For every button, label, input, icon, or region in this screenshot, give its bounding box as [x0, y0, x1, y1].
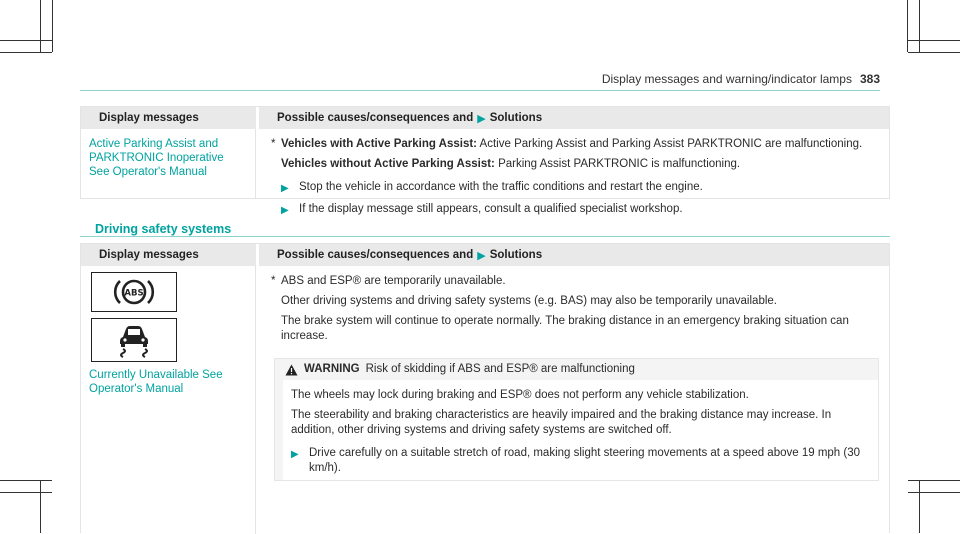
- table-row: [81, 129, 889, 216]
- warning-box: [274, 358, 879, 481]
- play-triangle-icon: ▶: [281, 205, 289, 216]
- crop-mark: [0, 52, 52, 53]
- display-message-cell: [81, 129, 256, 199]
- driving-safety-table: [80, 243, 890, 533]
- causes-cell: [256, 266, 889, 534]
- col-display-messages-header: Display messages: [81, 244, 256, 266]
- cause-text: * ABS and ESP® are temporarily unavailable.: [271, 275, 506, 287]
- display-message-line: Currently Unavailable See: [89, 369, 223, 381]
- crop-mark: [40, 0, 41, 52]
- crop-mark: [919, 0, 920, 52]
- svg-text:ABS: ABS: [124, 288, 144, 299]
- col-display-messages-header: Display messages: [81, 107, 256, 129]
- crop-mark: [908, 40, 960, 41]
- warning-text: The wheels may lock during braking and ESP® does not perform any vehicle stabilization.: [291, 389, 749, 401]
- play-triangle-icon: ▶: [477, 112, 486, 125]
- cause-text: Other driving systems and driving safety systems (e.g. BAS) may also be temporarily unavailable.: [281, 295, 777, 307]
- table-header: [81, 107, 889, 129]
- crop-mark: [908, 52, 960, 53]
- crop-mark: [0, 40, 52, 41]
- running-header: [602, 72, 880, 86]
- warning-title: WARNING: [304, 363, 360, 375]
- display-message-line: PARKTRONIC Inoperative: [89, 152, 224, 164]
- play-triangle-icon: ▶: [291, 449, 299, 460]
- crop-mark: [908, 480, 960, 481]
- display-message-line: See Operator's Manual: [89, 166, 207, 178]
- crop-mark: [40, 480, 41, 533]
- warning-triangle-icon: [285, 364, 298, 376]
- crop-mark: [52, 0, 53, 52]
- crop-mark: [0, 492, 52, 493]
- cause-with-active-parking-assist: * Vehicles with Active Parking Assist: Active Parking Assist and Parking Assist PARKTRONIC are malfunctioning.: [271, 138, 863, 150]
- display-message-line: Active Parking Assist and: [89, 138, 219, 150]
- solution-step: ▶ Stop the vehicle in accordance with the traffic conditions and restart the engine.: [281, 181, 703, 194]
- warning-body: [283, 380, 878, 480]
- col-causes-header: Possible causes/consequences and ▶ Solutions: [259, 107, 889, 129]
- page-number: 383: [859, 72, 880, 86]
- header-rule: [80, 90, 880, 91]
- crop-mark: [919, 480, 920, 533]
- asterisk: *: [271, 275, 276, 287]
- esp-lamp: [91, 318, 177, 362]
- esp-skid-icon: [114, 320, 154, 360]
- table-header: [81, 244, 889, 266]
- crop-mark: [908, 492, 960, 493]
- section-rule: [80, 236, 890, 237]
- cause-text: The brake system will continue to operate normally. The braking distance in an emergency braking situation can increase.: [281, 315, 849, 342]
- section-title: Driving safety systems: [95, 222, 232, 236]
- crop-mark: [907, 0, 908, 52]
- abs-lamp: [91, 272, 177, 312]
- play-triangle-icon: ▶: [477, 249, 486, 262]
- warning-header: [275, 359, 878, 380]
- display-message-cell: [81, 266, 256, 534]
- parking-assist-table: [80, 106, 890, 216]
- running-header-title: Display messages and warning/indicator lamps: [601, 72, 852, 86]
- solution-step: ▶ If the display message still appears, consult a qualified specialist workshop.: [281, 203, 683, 216]
- warning-subtitle: Risk of skidding if ABS and ESP® are malfunctioning: [365, 363, 635, 375]
- cause-without-active-parking-assist: Vehicles without Active Parking Assist: Parking Assist PARKTRONIC is malfunctioning.: [281, 158, 741, 170]
- crop-mark: [0, 480, 52, 481]
- solution-step: ▶ Drive carefully on a suitable stretch of road, making slight steering movements at a speed above 19 mph (30 km/h).: [291, 447, 861, 474]
- table-row: [81, 266, 889, 534]
- display-message-line: Operator's Manual: [89, 383, 184, 395]
- asterisk: *: [271, 138, 276, 150]
- play-triangle-icon: ▶: [281, 183, 289, 194]
- causes-cell: [256, 129, 889, 216]
- abs-lamp-icon: [104, 274, 164, 310]
- warning-text: The steerability and braking characteristics are heavily impaired and the braking distance may increase. In addition, other driving systems and driving safety systems are switched off.: [291, 409, 832, 436]
- col-causes-header: Possible causes/consequences and ▶ Solutions: [259, 244, 889, 266]
